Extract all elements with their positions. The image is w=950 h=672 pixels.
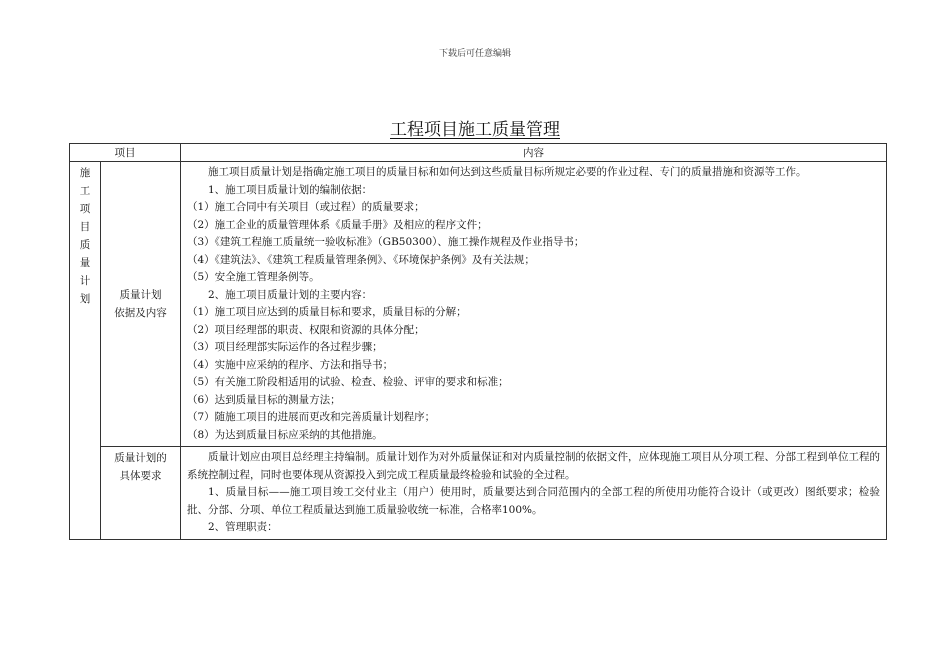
- header-item: 项目: [70, 144, 181, 162]
- page-header-note: 下载后可任意编辑: [438, 49, 511, 59]
- paragraph: 质量计划应由项目总经理主持编制。质量计划作为对外质量保证和对内质量控制的依据文件，应体现施工项目从分项工程、分部工程到单位工程的系统控制过程，同时也要体现从资源投入到完成工程质量最终检验和试验的全过程。: [187, 451, 880, 481]
- paragraph: （8）为达到质量目标应采纳的其他措施。: [187, 428, 383, 441]
- paragraph: （3）《建筑工程施工质量统一验收标准》（GB50300）、施工操作规程及作业指导书；: [187, 236, 585, 248]
- header-content: 内容: [181, 144, 887, 162]
- label-line: 具体要求: [119, 470, 162, 482]
- category-char: 质: [79, 239, 91, 251]
- table-row: [70, 447, 887, 540]
- document-title-text: 工程项目施工质量管理: [390, 120, 560, 140]
- paragraph: 2、管理职责：: [208, 521, 278, 533]
- category-char: 量: [79, 257, 91, 269]
- row-label-basis: [101, 162, 181, 447]
- category-char: 计: [79, 275, 91, 287]
- row-content-basis: [181, 162, 887, 447]
- row-content-requirements: [181, 447, 887, 540]
- table-row: [70, 162, 887, 447]
- paragraph: （2）施工企业的质量管理体系《质量手册》及相应的程序文件；: [187, 218, 488, 231]
- table-header-row: [70, 144, 887, 162]
- paragraph: （1）施工合同中有关项目（或过程）的质量要求；: [187, 201, 425, 213]
- category-char: 工: [79, 185, 91, 197]
- paragraph: （5）有关施工阶段相适用的试验、检查、检验、评审的要求和标准；: [187, 376, 509, 388]
- category-char: 施: [79, 167, 91, 179]
- paragraph: （3）项目经理部实际运作的各过程步骤；: [187, 341, 383, 353]
- paragraph: （4）实施中应采纳的程序、方法和指导书；: [187, 358, 394, 371]
- paragraph: （2）项目经理部的职责、权限和资源的具体分配；: [187, 323, 425, 336]
- paragraph: （4）《建筑法》、《建筑工程质量管理条例》、《环境保护条例》及有关法规；: [187, 253, 535, 266]
- paragraph: （6）达到质量目标的测量方法；: [187, 393, 341, 406]
- paragraph: 1、质量目标——施工项目竣工交付业主（用户）使用时，质量要达到合同范围内的全部工程的所使用功能符合设计（或更改）图纸要求；检验批、分部、分项、单位工程质量达到施工质量验收统一标准，合格率100%。: [187, 486, 880, 516]
- row-label-requirements: [101, 447, 181, 540]
- paragraph: 施工项目质量计划是指确定施工项目的质量目标和如何达到这些质量目标所规定必要的作业过程、专门的质量措施和资源等工作。: [208, 166, 807, 178]
- category-char: 划: [79, 293, 91, 305]
- label-line: 质量计划: [119, 289, 162, 301]
- quality-management-table: [69, 143, 887, 540]
- document-title: [0, 115, 950, 140]
- paragraph: （7）随施工项目的进展而更改和完善质量计划程序；: [187, 411, 436, 423]
- label-line: 质量计划的: [114, 452, 167, 464]
- paragraph: （1）施工项目应达到的质量目标和要求，质量目标的分解；: [187, 306, 467, 318]
- label-line: 依据及内容: [114, 307, 167, 319]
- category-char: 项: [79, 203, 91, 215]
- paragraph: （5）安全施工管理条例等。: [187, 271, 320, 283]
- paragraph: 1、施工项目质量计划的编制依据：: [208, 183, 373, 196]
- category-cell: [70, 162, 101, 540]
- paragraph: 2、施工项目质量计划的主要内容：: [208, 288, 373, 301]
- category-char: 目: [79, 221, 91, 233]
